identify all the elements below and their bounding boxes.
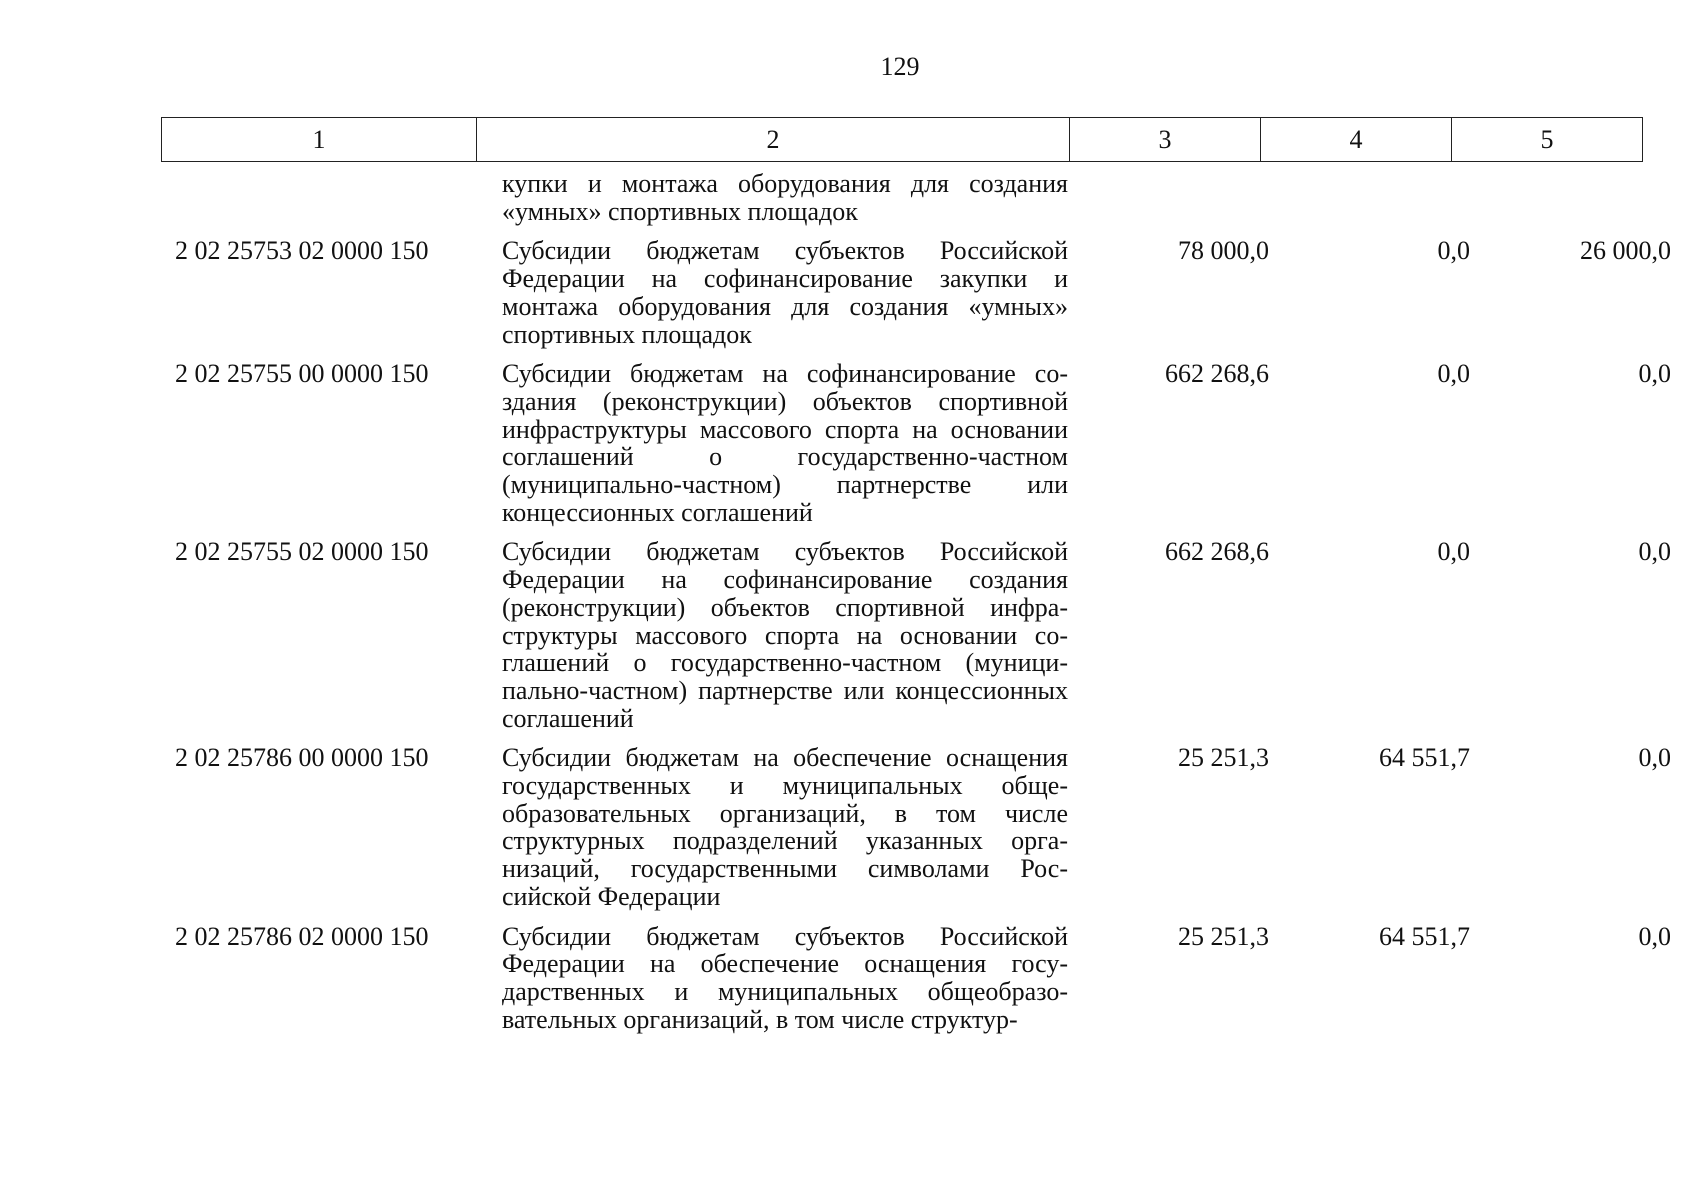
- description-cell: Субсидии бюджетам субъектов Российской Федерации на обеспечение оснащения государственных и муниципальных общеобразовательных организаций, в том числе структур-: [502, 921, 1068, 1034]
- value-cell-col4: 0,0: [1437, 537, 1470, 567]
- value-cell-col3: 25 251,3: [1178, 921, 1269, 951]
- column-header-1: 1: [162, 118, 477, 162]
- table-row: [161, 348, 1682, 526]
- value-cell-col3: 78 000,0: [1178, 236, 1269, 266]
- column-header-5: 5: [1452, 118, 1643, 162]
- value-cell-col3: 662 268,6: [1165, 537, 1269, 567]
- description-cell: Субсидии бюджетам субъектов Российской Федерации на софинансирование закупки и монтажа оборудования для создания «умных» спортивных площадок: [502, 236, 1068, 349]
- value-cell-col3: 662 268,6: [1165, 359, 1269, 389]
- value-cell-col5: 0,0: [1638, 537, 1671, 567]
- value-cell-col5: 0,0: [1638, 921, 1671, 951]
- page-number: 129: [880, 52, 920, 81]
- value-cell-col4: 0,0: [1437, 236, 1470, 266]
- code-cell: 2 02 25755 00 0000 150: [175, 359, 429, 389]
- code-cell: 2 02 25755 02 0000 150: [175, 537, 429, 567]
- value-cell-col5: 0,0: [1638, 359, 1671, 389]
- table-row-continuation: [161, 170, 1682, 225]
- code-cell: 2 02 25753 02 0000 150: [175, 236, 429, 266]
- value-cell-col5: 26 000,0: [1580, 236, 1671, 266]
- column-header-2: 2: [477, 118, 1070, 162]
- column-header-4: 4: [1261, 118, 1452, 162]
- column-header-3: 3: [1070, 118, 1261, 162]
- code-cell: 2 02 25786 00 0000 150: [175, 743, 429, 773]
- description-cell: Субсидии бюджетам на софинансирование создания (реконструкции) объектов спортивной инфраструктуры массового спорта на основании соглашений о государственно-частном (муниципально-частном) партнерстве или концессионных соглашений: [502, 359, 1068, 527]
- table-header: [161, 117, 1643, 162]
- table-row: [161, 911, 1682, 1034]
- code-cell: [161, 170, 488, 225]
- value-cell-col4: [1280, 170, 1481, 225]
- value-cell-col4: 0,0: [1437, 359, 1470, 389]
- description-cell: купки и монтажа оборудования для создания «умных» спортивных площадок: [502, 169, 1068, 226]
- value-cell-col3: 25 251,3: [1178, 743, 1269, 773]
- table-row: [161, 732, 1682, 910]
- value-cell-col5: [1481, 170, 1682, 225]
- value-cell-col3: [1079, 170, 1280, 225]
- value-cell-col5: 0,0: [1638, 743, 1671, 773]
- table-row: [161, 526, 1682, 732]
- table-body: [161, 170, 1682, 1033]
- code-cell: 2 02 25786 02 0000 150: [175, 921, 429, 951]
- value-cell-col4: 64 551,7: [1379, 743, 1470, 773]
- value-cell-col4: 64 551,7: [1379, 921, 1470, 951]
- table-row: [161, 225, 1682, 348]
- table-header-row: [162, 118, 1643, 162]
- description-cell: Субсидии бюджетам субъектов Российской Федерации на софинансирование создания (реконструкции) объектов спортивной инфраструктуры массового спорта на основании соглашений о государственно-частном (муниципально-частном) партнерстве или концессионных соглашений: [502, 537, 1068, 733]
- description-cell: Субсидии бюджетам на обеспечение оснащения государственных и муниципальных общеобразовательных организаций, в том числе структурных подразделений указанных организаций, государственными символами Российской Федерации: [502, 743, 1068, 911]
